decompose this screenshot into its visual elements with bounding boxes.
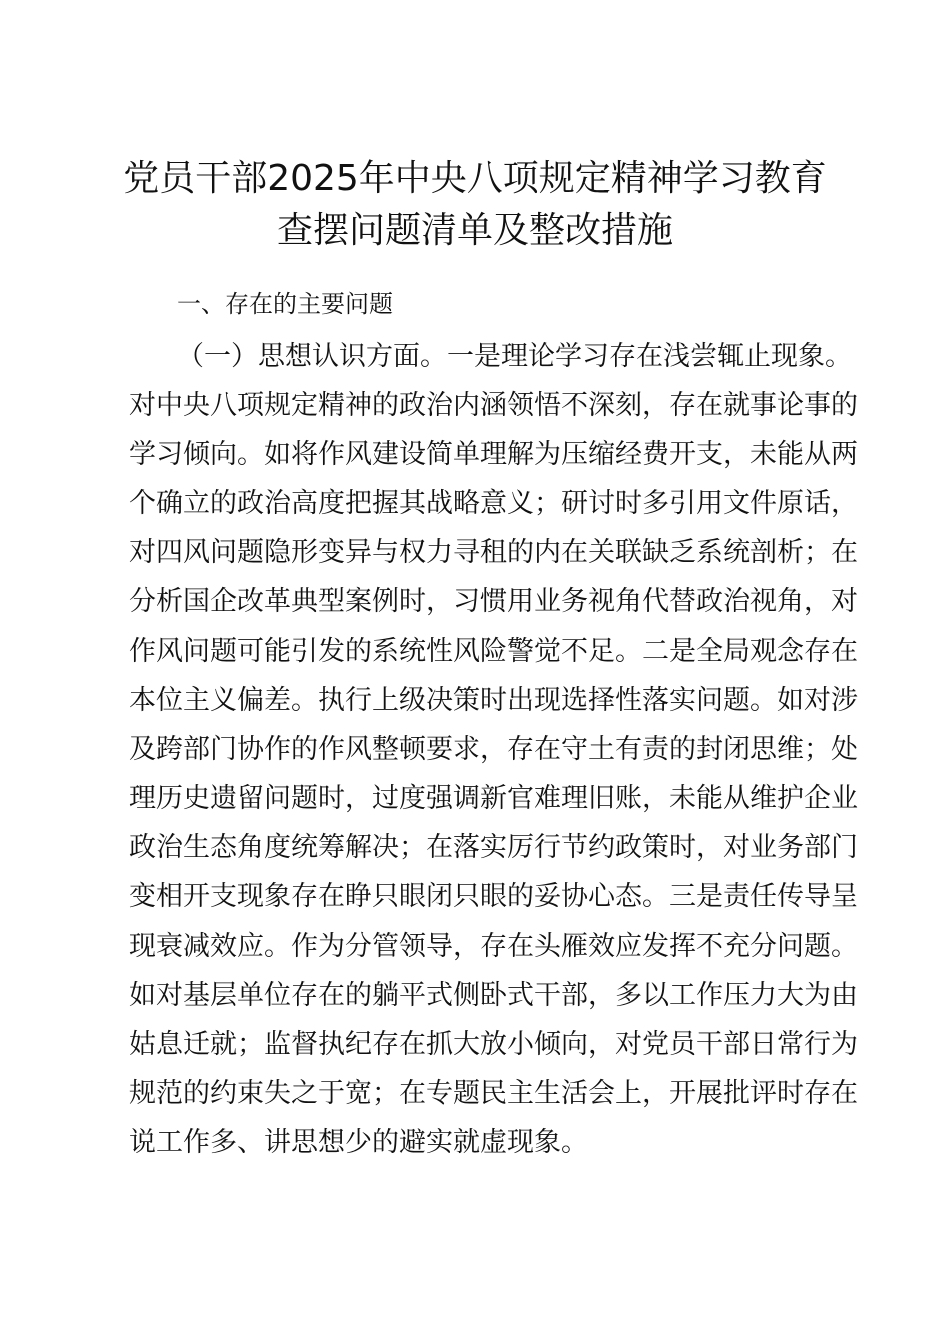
paragraph-line: 变相开支现象存在睁只眼闭只眼的妥协心态。三是责任传导呈 [129,881,858,912]
paragraph-line: 规范的约束失之于宽；在专题民主生活会上，开展批评时存在 [129,1078,858,1109]
paragraph-line: 姑息迁就；监督执纪存在抓大放小倾向，对党员干部日常行为 [129,1029,858,1060]
section-heading: 一、存在的主要问题 [177,290,393,318]
paragraph-line: （一）思想认识方面。一是理论学习存在浅尝辄止现象。 [177,341,852,372]
document-title-line-2: 查摆问题清单及整改措施 [276,210,673,251]
paragraph-line: 理历史遗留问题时，过度强调新官难理旧账，未能从维护企业 [129,783,858,814]
paragraph-line: 本位主义偏差。执行上级决策时出现选择性落实问题。如对涉 [129,685,858,716]
paragraph-line: 分析国企改革典型案例时，习惯用业务视角代替政治视角，对 [129,586,858,617]
paragraph-line: 如对基层单位存在的躺平式侧卧式干部，多以工作压力大为由 [129,980,858,1011]
paragraph-line: 及跨部门协作的作风整顿要求，存在守土有责的封闭思维；处 [129,734,858,765]
paragraph-line: 现衰减效应。作为分管领导，存在头雁效应发挥不充分问题。 [129,931,858,962]
paragraph-line: 说工作多、讲思想少的避实就虚现象。 [129,1127,588,1158]
paragraph-line: 作风问题可能引发的系统性风险警觉不足。二是全局观念存在 [129,636,858,667]
paragraph-line: 对中央八项规定精神的政治内涵领悟不深刻，存在就事论事的 [129,390,858,421]
paragraph-line: 个确立的政治高度把握其战略意义；研讨时多引用文件原话， [129,488,858,519]
paragraph-line: 政治生态角度统筹解决；在落实厉行节约政策时，对业务部门 [129,832,858,863]
paragraph-line: 对四风问题隐形变异与权力寻租的内在关联缺乏系统剖析；在 [129,537,858,568]
paragraph-line: 学习倾向。如将作风建设简单理解为压缩经费开支，未能从两 [129,439,858,470]
document-title-line-1: 党员干部2025年中央八项规定精神学习教育 [123,158,827,199]
